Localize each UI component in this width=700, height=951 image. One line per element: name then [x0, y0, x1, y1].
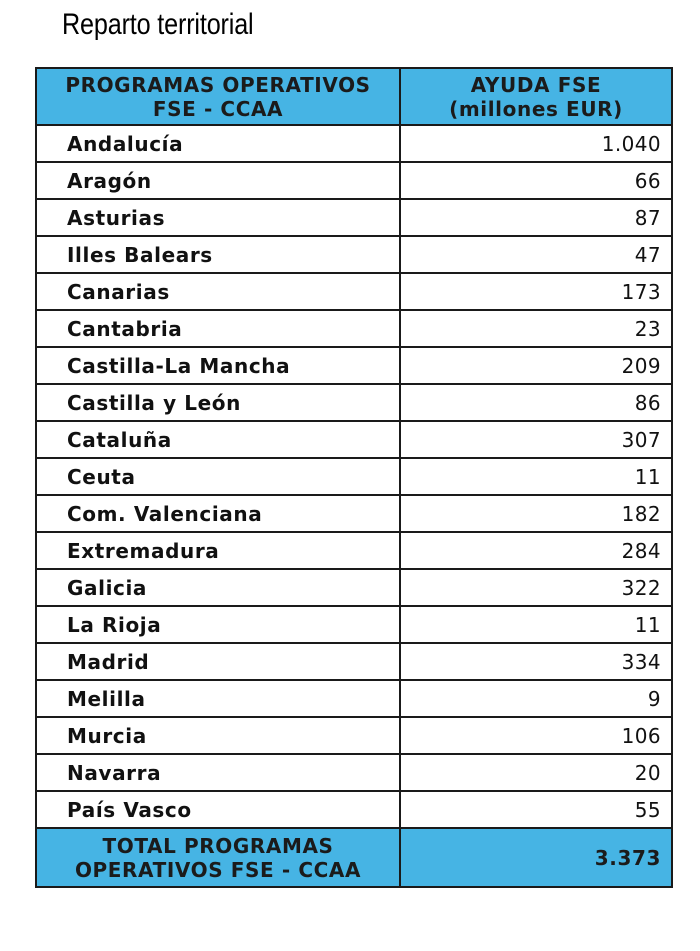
table-row: [36, 680, 672, 717]
table-header: [36, 68, 672, 125]
table-row: [36, 310, 672, 347]
region-aid-value: 182: [400, 495, 672, 532]
region-name: Cantabria: [36, 310, 400, 347]
region-name: Extremadura: [36, 532, 400, 569]
region-name: Murcia: [36, 717, 400, 754]
region-aid-value: 11: [400, 606, 672, 643]
region-name: Asturias: [36, 199, 400, 236]
table-body: [36, 125, 672, 828]
header-programs-line-2: FSE - CCAA: [152, 96, 284, 121]
region-aid-value: 20: [400, 754, 672, 791]
table-row: [36, 421, 672, 458]
region-name: Aragón: [36, 162, 400, 199]
total-label-line-2: OPERATIVOS FSE - CCAA: [74, 857, 362, 882]
region-name: Castilla-La Mancha: [36, 347, 400, 384]
table-row: [36, 717, 672, 754]
header-aid: [400, 68, 672, 125]
region-aid-value: 1.040: [400, 125, 672, 162]
table-row: [36, 606, 672, 643]
region-aid-value: 66: [400, 162, 672, 199]
table-row: [36, 125, 672, 162]
region-name: Andalucía: [36, 125, 400, 162]
header-aid-line-1: AYUDA FSE: [470, 72, 602, 97]
table-row: [36, 569, 672, 606]
region-aid-value: 106: [400, 717, 672, 754]
table-row: [36, 384, 672, 421]
region-name: Canarias: [36, 273, 400, 310]
region-name: Com. Valenciana: [36, 495, 400, 532]
region-aid-value: 55: [400, 791, 672, 828]
region-aid-value: 322: [400, 569, 672, 606]
header-programs-line-1: PROGRAMAS OPERATIVOS: [65, 72, 371, 97]
table-row: [36, 347, 672, 384]
header-aid-line-2: (millones EUR): [449, 96, 623, 121]
table-row: [36, 273, 672, 310]
region-aid-value: 11: [400, 458, 672, 495]
table-row: [36, 791, 672, 828]
aid-table: [35, 67, 673, 888]
region-aid-value: 47: [400, 236, 672, 273]
region-name: Madrid: [36, 643, 400, 680]
region-name: Illes Balears: [36, 236, 400, 273]
header-row: [36, 68, 672, 125]
region-name: Melilla: [36, 680, 400, 717]
total-value: 3.373: [400, 828, 672, 887]
region-name: Castilla y León: [36, 384, 400, 421]
page-title: Reparto territorial: [62, 8, 254, 41]
region-aid-value: 209: [400, 347, 672, 384]
region-aid-value: 23: [400, 310, 672, 347]
table-row: [36, 199, 672, 236]
total-row: [36, 828, 672, 887]
table-row: [36, 495, 672, 532]
region-name: Cataluña: [36, 421, 400, 458]
table-row: [36, 754, 672, 791]
table-row: [36, 162, 672, 199]
header-programs: [36, 68, 400, 125]
table-row: [36, 643, 672, 680]
region-aid-value: 334: [400, 643, 672, 680]
region-name: Ceuta: [36, 458, 400, 495]
table-footer: [36, 828, 672, 887]
region-aid-value: 173: [400, 273, 672, 310]
region-aid-value: 284: [400, 532, 672, 569]
region-aid-value: 307: [400, 421, 672, 458]
total-label: [36, 828, 400, 887]
region-name: País Vasco: [36, 791, 400, 828]
region-aid-value: 9: [400, 680, 672, 717]
region-aid-value: 86: [400, 384, 672, 421]
total-label-line-1: TOTAL PROGRAMAS: [102, 833, 334, 858]
region-aid-value: 87: [400, 199, 672, 236]
region-name: Galicia: [36, 569, 400, 606]
table-row: [36, 458, 672, 495]
table-row: [36, 532, 672, 569]
table-row: [36, 236, 672, 273]
region-name: La Rioja: [36, 606, 400, 643]
region-name: Navarra: [36, 754, 400, 791]
